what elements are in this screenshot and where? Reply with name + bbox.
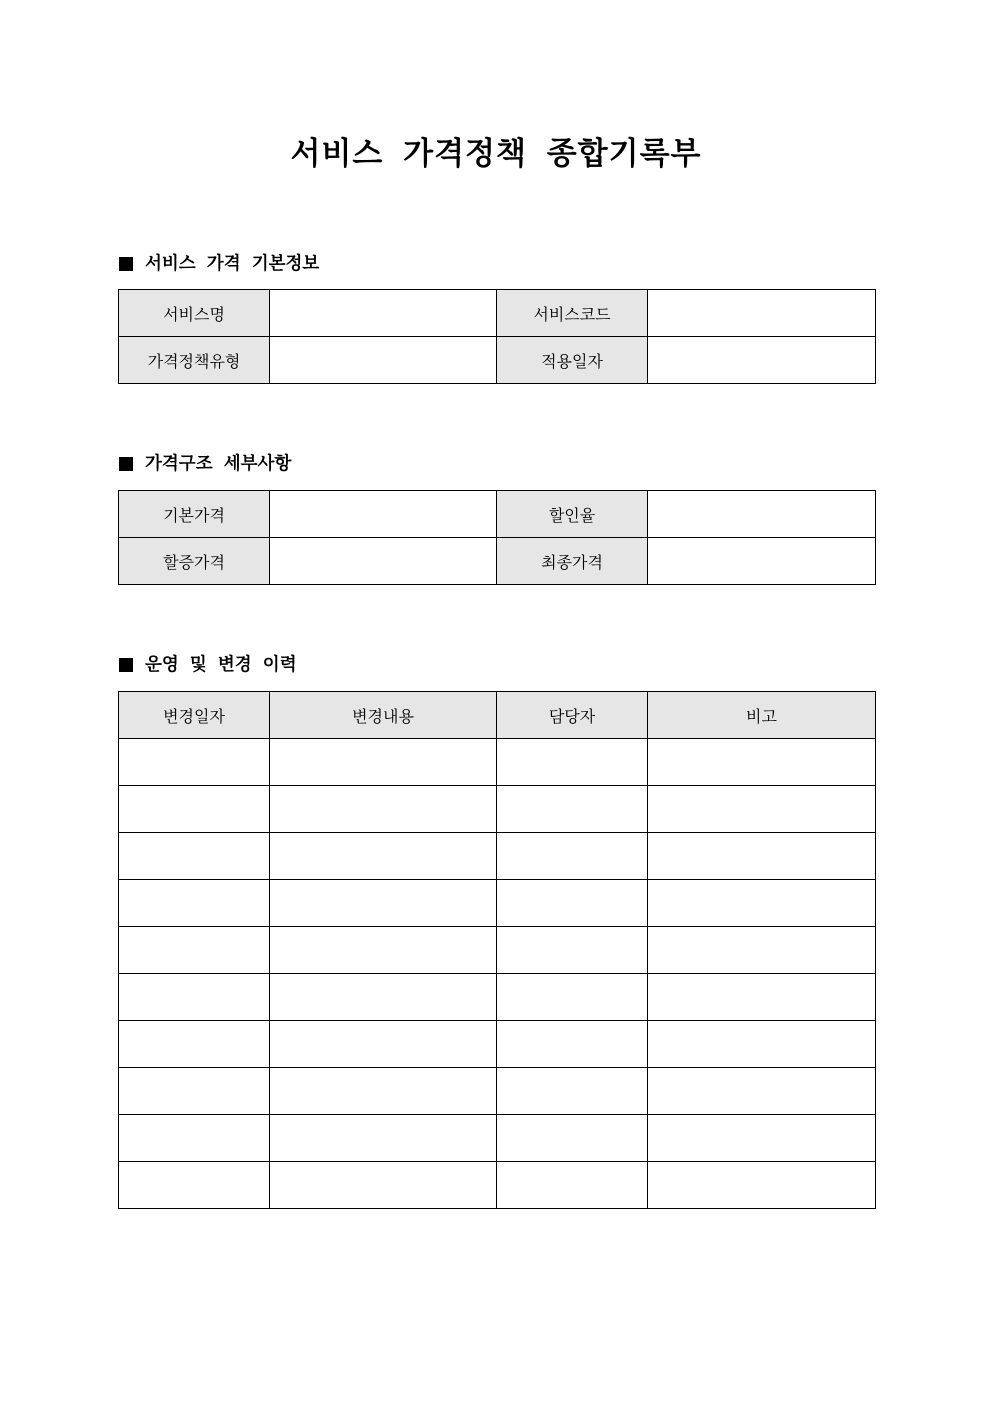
label-base-price: 기본가격	[119, 491, 270, 538]
change-details-cell[interactable]	[270, 1115, 497, 1162]
table-header-row	[119, 692, 876, 739]
person-in-charge-cell[interactable]	[497, 1021, 648, 1068]
remarks-cell[interactable]	[648, 927, 876, 974]
final-price-field[interactable]	[648, 538, 876, 585]
change-details-cell[interactable]	[270, 786, 497, 833]
remarks-cell[interactable]	[648, 1162, 876, 1209]
remarks-cell[interactable]	[648, 974, 876, 1021]
effective-date-field[interactable]	[648, 337, 876, 384]
column-header-remarks: 비고	[648, 692, 876, 739]
table-row	[119, 739, 876, 786]
table-row	[119, 880, 876, 927]
section-heading-label: 서비스 가격 기본정보	[145, 254, 320, 274]
square-bullet-icon	[119, 257, 133, 271]
person-in-charge-cell[interactable]	[497, 1115, 648, 1162]
table-row	[119, 337, 876, 384]
label-surcharge-price: 할증가격	[119, 538, 270, 585]
service-name-field[interactable]	[270, 290, 497, 337]
remarks-cell[interactable]	[648, 786, 876, 833]
person-in-charge-cell[interactable]	[497, 974, 648, 1021]
person-in-charge-cell[interactable]	[497, 880, 648, 927]
section-heading-price-structure	[119, 452, 291, 476]
table-row	[119, 1068, 876, 1115]
change-date-cell[interactable]	[119, 833, 270, 880]
person-in-charge-cell[interactable]	[497, 786, 648, 833]
change-details-cell[interactable]	[270, 1162, 497, 1209]
document-title: 서비스 가격정책 종합기록부	[290, 136, 702, 172]
label-effective-date: 적용일자	[497, 337, 648, 384]
change-details-cell[interactable]	[270, 833, 497, 880]
label-final-price: 최종가격	[497, 538, 648, 585]
remarks-cell[interactable]	[648, 1115, 876, 1162]
change-date-cell[interactable]	[119, 880, 270, 927]
section-heading-label: 운영 및 변경 이력	[145, 655, 297, 675]
change-details-cell[interactable]	[270, 880, 497, 927]
remarks-cell[interactable]	[648, 739, 876, 786]
change-date-cell[interactable]	[119, 786, 270, 833]
table-row	[119, 974, 876, 1021]
change-date-cell[interactable]	[119, 927, 270, 974]
table-row	[119, 1115, 876, 1162]
square-bullet-icon	[119, 658, 133, 672]
change-date-cell[interactable]	[119, 1162, 270, 1209]
table-row	[119, 538, 876, 585]
basic-info-table	[118, 289, 876, 384]
person-in-charge-cell[interactable]	[497, 927, 648, 974]
change-details-cell[interactable]	[270, 1068, 497, 1115]
change-details-cell[interactable]	[270, 927, 497, 974]
square-bullet-icon	[119, 457, 133, 471]
remarks-cell[interactable]	[648, 1068, 876, 1115]
section-heading-label: 가격구조 세부사항	[145, 454, 292, 474]
table-row	[119, 927, 876, 974]
section-heading-history	[119, 653, 297, 677]
table-row	[119, 1162, 876, 1209]
column-header-person-in-charge: 담당자	[497, 692, 648, 739]
person-in-charge-cell[interactable]	[497, 1068, 648, 1115]
history-table-body	[119, 739, 876, 1209]
person-in-charge-cell[interactable]	[497, 739, 648, 786]
change-details-cell[interactable]	[270, 974, 497, 1021]
base-price-field[interactable]	[270, 491, 497, 538]
service-code-field[interactable]	[648, 290, 876, 337]
remarks-cell[interactable]	[648, 833, 876, 880]
label-service-name: 서비스명	[119, 290, 270, 337]
remarks-cell[interactable]	[648, 880, 876, 927]
person-in-charge-cell[interactable]	[497, 1162, 648, 1209]
history-table	[118, 691, 876, 1209]
section-heading-basic-info	[119, 252, 319, 276]
discount-rate-field[interactable]	[648, 491, 876, 538]
table-row	[119, 290, 876, 337]
change-date-cell[interactable]	[119, 1115, 270, 1162]
remarks-cell[interactable]	[648, 1021, 876, 1068]
table-row	[119, 833, 876, 880]
column-header-change-date: 변경일자	[119, 692, 270, 739]
column-header-change-details: 변경내용	[270, 692, 497, 739]
person-in-charge-cell[interactable]	[497, 833, 648, 880]
surcharge-price-field[interactable]	[270, 538, 497, 585]
label-pricing-policy-type: 가격정책유형	[119, 337, 270, 384]
change-date-cell[interactable]	[119, 1068, 270, 1115]
table-row	[119, 1021, 876, 1068]
change-date-cell[interactable]	[119, 739, 270, 786]
change-details-cell[interactable]	[270, 1021, 497, 1068]
change-details-cell[interactable]	[270, 739, 497, 786]
label-discount-rate: 할인율	[497, 491, 648, 538]
change-date-cell[interactable]	[119, 974, 270, 1021]
label-service-code: 서비스코드	[497, 290, 648, 337]
table-row	[119, 491, 876, 538]
price-structure-table	[118, 490, 876, 585]
change-date-cell[interactable]	[119, 1021, 270, 1068]
table-row	[119, 786, 876, 833]
pricing-policy-type-field[interactable]	[270, 337, 497, 384]
